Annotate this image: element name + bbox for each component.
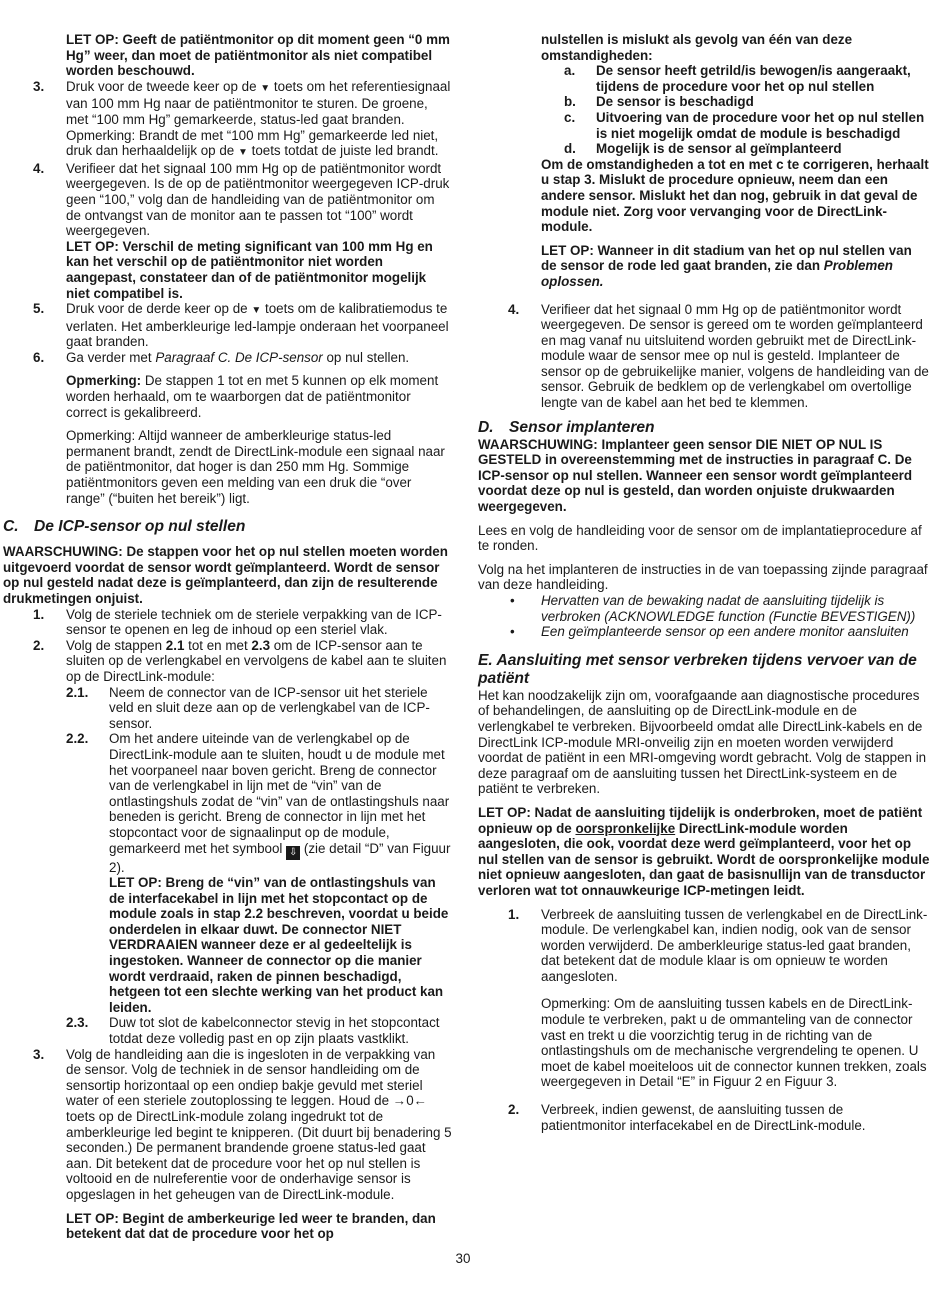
page-number: 30: [455, 1251, 471, 1266]
note-original-module: [478, 805, 930, 899]
continued-note: nulstellen is mislukt als gevolg van één van deze omstandigheden:: [541, 32, 853, 63]
step-text-part: Volg de handleiding aan die is ingesloten in de verpakking van de sensor. Volg de techniek in de sensor handleiding om de sensortip horizontaal op een ondiep bakje gevuld met steriel water of een steriele zoutoplossing te leggen. Houd de: [66, 1046, 436, 1109]
bullet-text: Hervatten van de bewaking nadat de aansluiting tijdelijk is verbroken (ACKNOWLEDGE function (Functie BEVESTIGEN)): [541, 593, 916, 624]
step-e2: [508, 1102, 930, 1133]
step-c2: [33, 637, 453, 685]
step-3: [33, 78, 453, 161]
step-number: 2.1.: [66, 684, 89, 700]
step-text: Verbreek de aansluiting tussen de verlengkabel en de DirectLink-module. De verlengkabel kan, indien nodig, ook van de sensor worden verwijderd. De amberkleurige status-led gaat branden, dat betekent dat de module klaar is om opnieuw te worden aangesloten.: [541, 906, 928, 984]
step-text: om de ICP-sensor aan te sluiten op de verlengkabel en vervolgens de kabel aan te sluiten op de DirectLink-module:: [66, 637, 447, 684]
remark-repeat: [66, 373, 453, 420]
input-connector-icon: ⇩: [286, 846, 300, 860]
section-reference: Paragraaf C. De ICP-sensor: [155, 349, 323, 365]
step-note: LET OP: Breng de “vin” van de ontlastingshuls van de interfacekabel in lijn met het stopcontact op de module zoals in stap 2.2 beschreven, voordat u beide onderdelen in elkaar duwt. De connector NIET VERDRAAIEN wanneer deze er al gedeeltelijk is ingestoken. Wanneer de connector op die manier wordt verdraaid, raken de pinnen beschadigd, hetgeen tot een slechte werking van het product kan leiden.: [109, 875, 449, 1015]
section-heading-e: E. Aansluiting met sensor verbreken tijdens vervoer van de patiënt: [478, 651, 917, 687]
paragraph-disconnect: Het kan noodzakelijk zijn om, voorafgaande aan diagnostische procedures of behandelingen, de aansluiting op de DirectLink-module en de verlengkabel te verbreken. Bijvoorbeeld omdat alle DirectLink-kabels en de DirectLink ICP-module MRI-onveilig zijn en moeten worden verwijderd voordat de patiënt in een MRI-omgeving wordt gebracht. Volg de stappen in deze paragraaf om de aansluiting tussen het DirectLink-systeem en de patiënt te verbreken.: [478, 687, 927, 797]
step-text: Verbreek, indien gewenst, de aansluiting tussen de patientmonitor interfacekabel en de DirectLink-module.: [541, 1102, 866, 1133]
step-number: 1.: [33, 606, 45, 622]
condition-b: [564, 94, 930, 110]
section-title: Sensor implanteren: [509, 418, 655, 436]
step-text-part: Om het andere uiteinde van de verlengkabel op de DirectLink-module aan te sluiten, houdt u de module met het voorpaneel naar boven gericht. Breng de connector van de verlengkabel in lijn met de “vin” van de ontlastingshuls zodat de “vin” van de ontlastingshuls naar beneden is gericht. Breng de connector in lijn met het stopcontact voor de signaalinput op de module, gemarkeerd met het symbool: [109, 731, 450, 856]
right-column: [478, 32, 930, 1133]
step-text: Druk voor de tweede keer op de: [66, 78, 261, 94]
step-text: toets om de kalibratiemodus te verlaten. Het amberkleurige led-lampje onderaan het voorpaneel gaat branden.: [66, 301, 449, 350]
step-c4: [508, 301, 930, 411]
step-text: Duw tot slot de kabelconnector stevig in het stopcontact totdat deze volledig past en op zijn plaats vastklikt.: [109, 1015, 440, 1047]
note-text: LET OP: Wanneer in dit stadium van het op nul stellen van de sensor de rode led gaat branden, zie dan: [541, 242, 912, 274]
step-text: [66, 1047, 453, 1203]
step-text: Volg de stappen: [66, 637, 166, 653]
step-e1: [508, 906, 930, 1091]
step-number: 3.: [33, 1046, 45, 1062]
step-c1: [33, 606, 453, 638]
step-c2-2: [66, 731, 453, 1015]
step-number: 2.: [508, 1102, 520, 1118]
step-remark: Opmerking: Om de aansluiting tussen kabels en de DirectLink-module te verbreken, pakt u de ommanteling van de connector vast en trekt u die voorzichtig terug in de richting van de ontlastingshuls om de mechanische vergrendeling te openen. U moet de kabel moeiteloos uit de connector kunnen trekken, zoals weergegeven in Detail “E” in Figuur 2 en Figuur 3.: [541, 996, 927, 1090]
step-text: Verifieer dat het signaal 100 mm Hg op de patiëntmonitor wordt weergegeven. Is de op de patiëntmonitor weergegeven ICP-druk geen “100,” volg dan de handleiding van de patiëntmonitor om de ontvangst van de monitor aan te passen tot “100” wordt weergegeven.: [66, 160, 450, 239]
step-number: 4.: [508, 301, 520, 317]
step-text: Neem de connector van de ICP-sensor uit het steriele veld en sluit deze aan op de verlengkabel van de ICP-sensor.: [109, 684, 430, 731]
step-text: op nul stellen.: [322, 349, 410, 365]
condition-c: [564, 109, 930, 141]
correction-instructions: Om de omstandigheden a tot en met c te corrigeren, herhaalt u stap 3. Mislukt de procedure opnieuw, neem dan een andere sensor. Mislukt het dan nog, gebruik in dat geval de module niet. Zorg voor vervanging voor de DirectLink-module.: [541, 156, 929, 235]
step-text: [109, 731, 453, 875]
step-number: 2.2.: [66, 731, 89, 747]
section-title: De ICP-sensor op nul stellen: [34, 518, 246, 536]
left-column: [3, 32, 453, 1242]
condition-d: [564, 141, 930, 157]
condition-text: De sensor heeft getrild/is bewogen/is aangeraakt, tijdens de procedure voor het op nul stellen: [596, 63, 911, 94]
remark-label: Opmerking:: [66, 373, 142, 389]
step-text: Ga verder met: [66, 349, 156, 365]
step-c2-1: [66, 684, 453, 732]
step-text: toets om het referentiesignaal van 100 mm Hg naar de patiëntmonitor te sturen. De groene, met “100 mm Hg” gemarkeerde, status-led gaat branden. Opmerking: Brandt de met “100 mm Hg” gemarkeerde led niet, druk dan herhaaldelijk op de: [66, 78, 451, 159]
bullet-item: [510, 593, 930, 624]
section-letter: D.: [478, 418, 494, 436]
step-number: 4.: [33, 160, 45, 176]
step-text: Druk voor de derde keer op de: [66, 301, 252, 317]
step-number: 3.: [33, 78, 45, 94]
condition-letter: b.: [564, 94, 576, 110]
remark-amber-led: Opmerking: Altijd wanneer de amberkleurige status-led permanent brandt, zendt de DirectLink-module een signaal naar de patiëntmonitor, dat hoger is dan 250 mm Hg. Sommige patiëntmonitors geven een melding van een druk die “over range” (“buiten het bereik”) ligt.: [66, 428, 445, 506]
bullet-icon: •: [510, 624, 515, 640]
condition-a: [564, 63, 930, 94]
note-red-led: [541, 243, 930, 290]
section-heading-d: [478, 419, 930, 437]
remark-text: De stappen 1 tot en met 5 kunnen op elk moment worden herhaald, om te waarborgen dat de patiëntmonitor correct is gekalibreerd.: [66, 373, 439, 420]
step-text-part: (zie detail “D” van Figuur 2).: [109, 840, 451, 875]
step-text: toets totdat de juiste led brandt.: [247, 143, 439, 159]
warning-implant: [478, 437, 930, 515]
condition-letter: c.: [564, 109, 576, 125]
condition-letter: d.: [564, 141, 576, 157]
condition-text: Mogelijk is de sensor al geïmplanteerd: [596, 141, 842, 157]
paragraph-after-implant: Volg na het implanteren de instructies in de van toepassing zijnde paragraaf van deze handleiding.: [478, 561, 928, 593]
step-number: 2.3.: [66, 1015, 89, 1031]
step-number: 5.: [33, 301, 45, 317]
note-text: LET OP: Nadat de aansluiting tijdelijk is onderbroken, moet de patiënt opnieuw op de: [478, 804, 923, 836]
section-reference: Problemen oplossen.: [541, 258, 893, 289]
bullet-text: Een geïmplanteerde sensor op een andere monitor aansluiten: [541, 624, 909, 640]
arrow-down-icon: ▼: [237, 147, 248, 159]
section-letter: C.: [3, 518, 19, 536]
step-number: 2.: [33, 637, 45, 653]
note-not-compatible: LET OP: Geeft de patiëntmonitor op dit moment geen “0 mm Hg” weer, dan moet de patiëntmonitor als niet compatibel worden beschouwd.: [66, 32, 450, 79]
bullet-item: [510, 624, 930, 640]
step-number: 6.: [33, 349, 45, 365]
paragraph-read-manual: Lees en volg de handleiding voor de sensor om de implantatieprocedure af te ronden.: [478, 522, 922, 554]
condition-text: De sensor is beschadigd: [596, 94, 754, 110]
step-text-part: toets op de DirectLink-module zolang ingedrukt tot de amberkleurige led begint te knipperen. (Dit duurt bij benadering 5 seconden.) De permanent brandende groene status-led gaat aan. Dit betekent dat de procedure voor het op nul stellen is voltooid en de nulreferentie voor de onderhavige sensor is opgeslagen in het geheugen van de DirectLink-module.: [66, 1109, 452, 1202]
note-text: DirectLink-module worden aangesloten, die ook, voordat deze werd geïmplanteerd, voor het op nul stellen van de sensor is gebruikt. Wordt de oorspronkelijke module niet opnieuw aangesloten, dan gaat de basisnullijn van de transductor verloren wat tot onnauwkeurige ICP-metingen leidt.: [478, 820, 930, 898]
step-text: Verifieer dat het signaal 0 mm Hg op de patiëntmonitor wordt weergegeven. De sensor is gereed om te worden geïmplanteerd en mag vanaf nu uitsluitend worden gebruikt met de DirectLink-module waar de sensor mee op nul is gesteld. Implanteer de sensor op de gebruikelijke manier, volgens de handleiding van de sensor. Gebruik de bedklem op de verlengkabel om overtollige lengte van de kabel aan het bed te klemmen.: [541, 301, 929, 411]
section-heading-c: [3, 518, 453, 536]
warning-zeroing: WAARSCHUWING: De stappen voor het op nul stellen moeten worden uitgevoerd voordat de sensor wordt geïmplanteerd. Wordt de sensor op nul gesteld nadat deze is geïmplanteerd, dan zijn de resulterende drukmetingen onjuist.: [3, 544, 448, 606]
zero-key-icon: →0←: [392, 1093, 428, 1109]
bullet-icon: •: [510, 593, 515, 608]
step-text: Volg de steriele techniek om de steriele verpakking van de ICP-sensor te openen en leg de inhoud op een steriel vlak.: [66, 606, 442, 638]
step-note: LET OP: Begint de amberkeurige led weer te branden, dan betekent dat dat de procedure voor het op: [66, 1210, 436, 1242]
step-ref: 2.1: [165, 637, 185, 653]
step-c3: [33, 1046, 453, 1242]
arrow-down-icon: ▼: [251, 305, 262, 317]
step-4: [33, 160, 453, 301]
arrow-down-icon: ▼: [260, 82, 271, 94]
condition-letter: a.: [564, 63, 576, 79]
condition-text: Uitvoering van de procedure voor het op nul stellen is niet mogelijk omdat de module is beschadigd: [596, 109, 925, 141]
step-text: tot en met: [184, 637, 252, 653]
step-5: [33, 301, 453, 350]
warning-text: in overeenstemming met de instructies in paragraaf C. De ICP-sensor op nul stellen. Wanneer een sensor wordt geïmplanteerd voordat deze op nul is gesteld, dan worden onjuiste drukwaarden weergegeven.: [478, 452, 913, 515]
step-note: LET OP: Verschil de meting significant van 100 mm Hg en kan het verschil op de patiëntmonitor niet worden aangepast, constateer dan of de patiëntmonitor mogelijk niet compatibel is.: [66, 238, 433, 301]
step-6: [33, 349, 453, 366]
note-emphasis: oorspronkelijke: [575, 820, 676, 836]
step-c2-3: [66, 1015, 453, 1047]
warning-text: DIE NIET OP NUL IS GESTELD: [478, 436, 883, 468]
step-ref: 2.3: [251, 637, 271, 653]
step-number: 1.: [508, 906, 520, 922]
warning-text: WAARSCHUWING: Implanteer geen sensor: [478, 436, 756, 452]
